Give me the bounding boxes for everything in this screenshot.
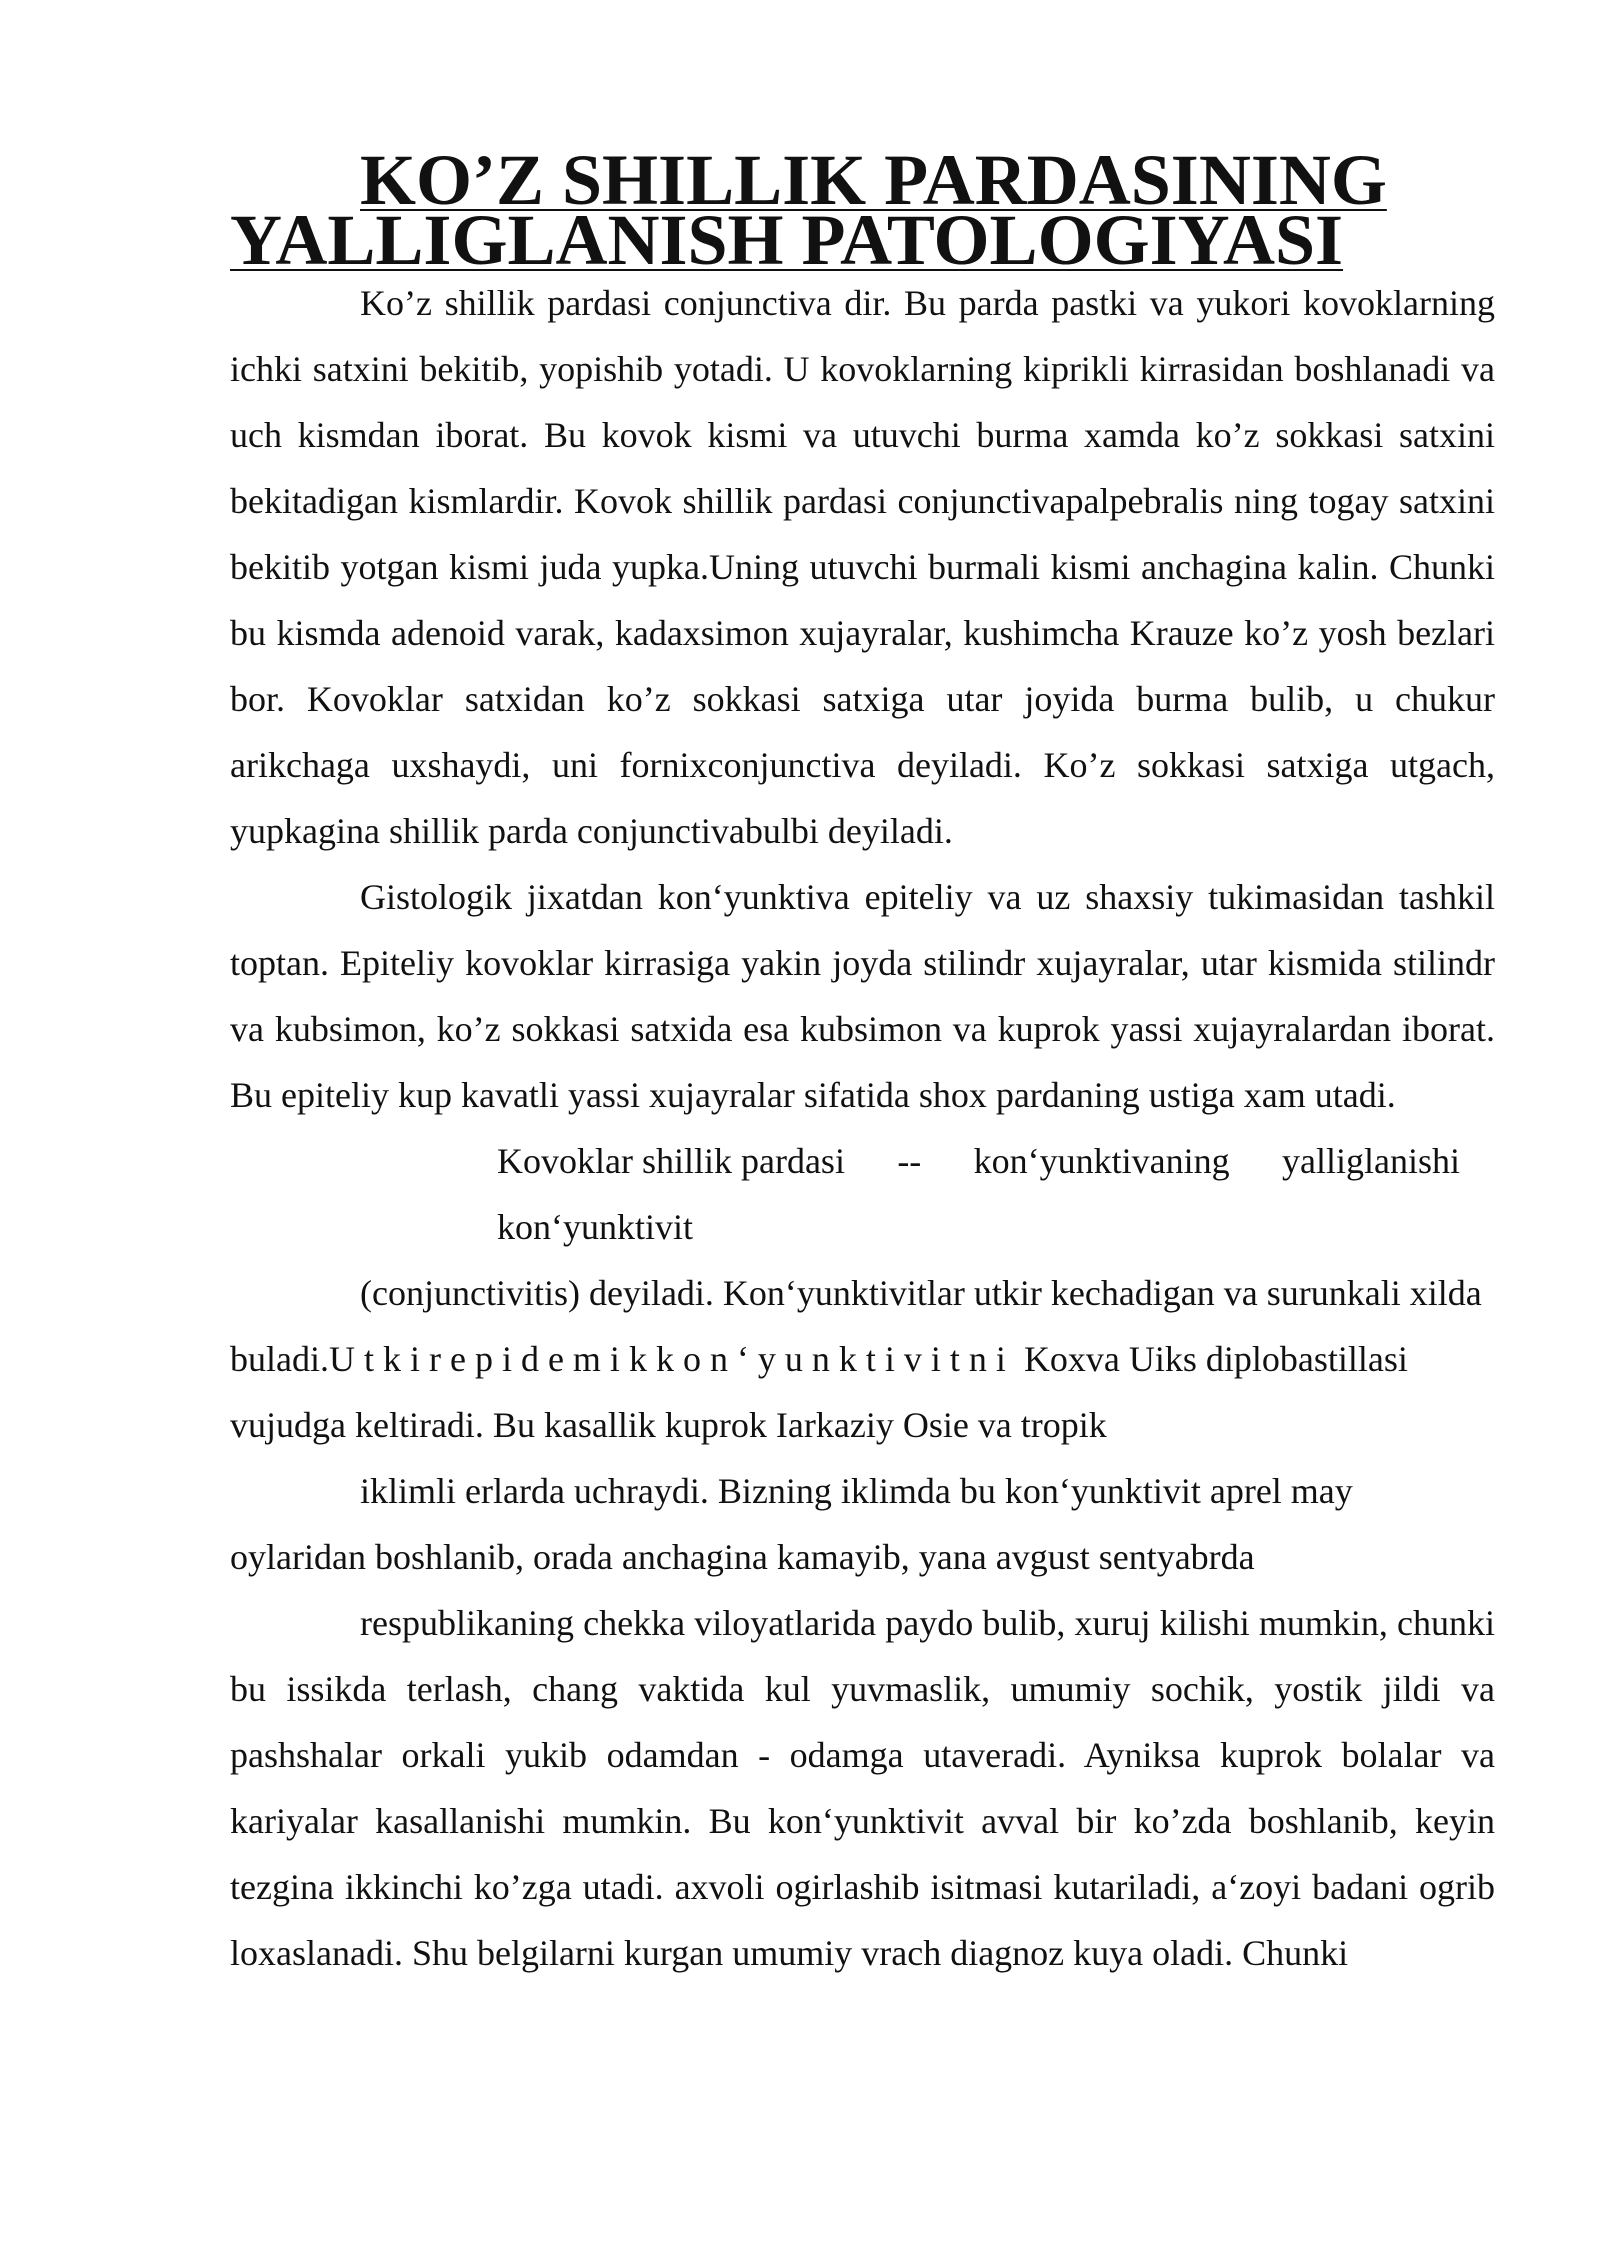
definition-part-1: Kovoklar shillik pardasi <box>497 1141 845 1181</box>
paragraph-acute-conjunctivitis <box>230 1260 1495 1458</box>
paragraph-climate: iklimli erlarda uchraydi. Bizning iklimda bu kon‘yunktivit aprel may oylaridan boshlanib, orada anchagina kamayib, yana avgust sentyabrda <box>230 1471 1353 1577</box>
document-title: KO’Z SHILLIK PARDASINING YALLIGLANISH PATOLOGIYASI <box>230 140 1387 280</box>
acute-spaced-term: Utkirepidemikkon‘yunktivitni <box>328 1339 1015 1379</box>
acute-text-start: (conjunctivitis) deyiladi. Kon‘yunktivitlar utkir kechadigan va surunkali xilda buladi. <box>230 1273 1482 1379</box>
definition-dash: -- <box>897 1141 922 1181</box>
definition-line <box>497 1128 1460 1194</box>
document-page <box>230 140 1495 1986</box>
paragraph-spread: respublikaning chekka viloyatlarida paydo bulib, xuruj kilishi mumkin, chunki bu issikda terlash, chang vaktida kul yuvmaslik, umumiy sochik, yostik jildi va pashshalar orkali yukib odamdan - odamga utaveradi. Ayniksa kuprok bolalar va kariyalar kasallanishi mumkin. Bu kon‘yunktivit avval bir ko’zda boshlanib, keyin tezgina ikkinchi ko’zga utadi. axvoli ogirlashib isitmasi kutariladi, a‘zoyi badani ogrib loxaslanadi. Shu belgilarni kurgan umumiy vrach diagnoz kuya oladi. Chunki <box>230 1603 1495 1973</box>
acute-text-end: Koxva Uiks diplobastillasi vujudga keltiradi. Bu kasallik kuprok Iarkaziy Osie va tropik <box>230 1339 1408 1445</box>
definition-term: kon‘yunktivit <box>497 1207 693 1247</box>
paragraph-conjunctiva-anatomy: Ko’z shillik pardasi conjunctiva dir. Bu parda pastki va yukori kovoklarning ichki satxini bekitib, yopishib yotadi. U kovoklarning kiprikli kirrasidan boshlanadi va uch kismdan iborat. Bu kovok kismi va utuvchi burma xamda ko’z sokkasi satxini bekitadigan kismlardir. Kovok shillik pardasi conjunctivapalpebralis ning togay satxini bekitib yotgan kismi juda yupka.Uning utuvchi burmali kismi anchagina kalin. Chunki bu kismda adenoid varak, kadaxsimon xujayralar, kushimcha Krauze ko’z yosh bezlari bor. Kovoklar satxidan ko’z sokkasi satxiga utar joyida burma bulib, u chukur arikchaga uxshaydi, uni fornixconjunctiva deyiladi. Ko’z sokkasi satxiga utgach, yupkagina shillik parda conjunctivabulbi deyiladi. <box>230 283 1495 851</box>
paragraph-conjunctivitis-definition <box>230 1128 1495 1260</box>
definition-part-3: yalliglanishi <box>1282 1141 1460 1181</box>
paragraph-histology: Gistologik jixatdan kon‘yunktiva epiteliy va uz shaxsiy tukimasidan tashkil toptan. Epiteliy kovoklar kirrasiga yakin joyda stilindr xujayralar, utar kismida stilindr va kubsimon, ko’z sokkasi satxida esa kubsimon va kuprok yassi xujayralardan iborat. Bu epiteliy kup kavatli yassi xujayralar sifatida shox pardaning ustiga xam utadi. <box>230 877 1495 1115</box>
definition-part-2: kon‘yunktivaning <box>973 1141 1230 1181</box>
